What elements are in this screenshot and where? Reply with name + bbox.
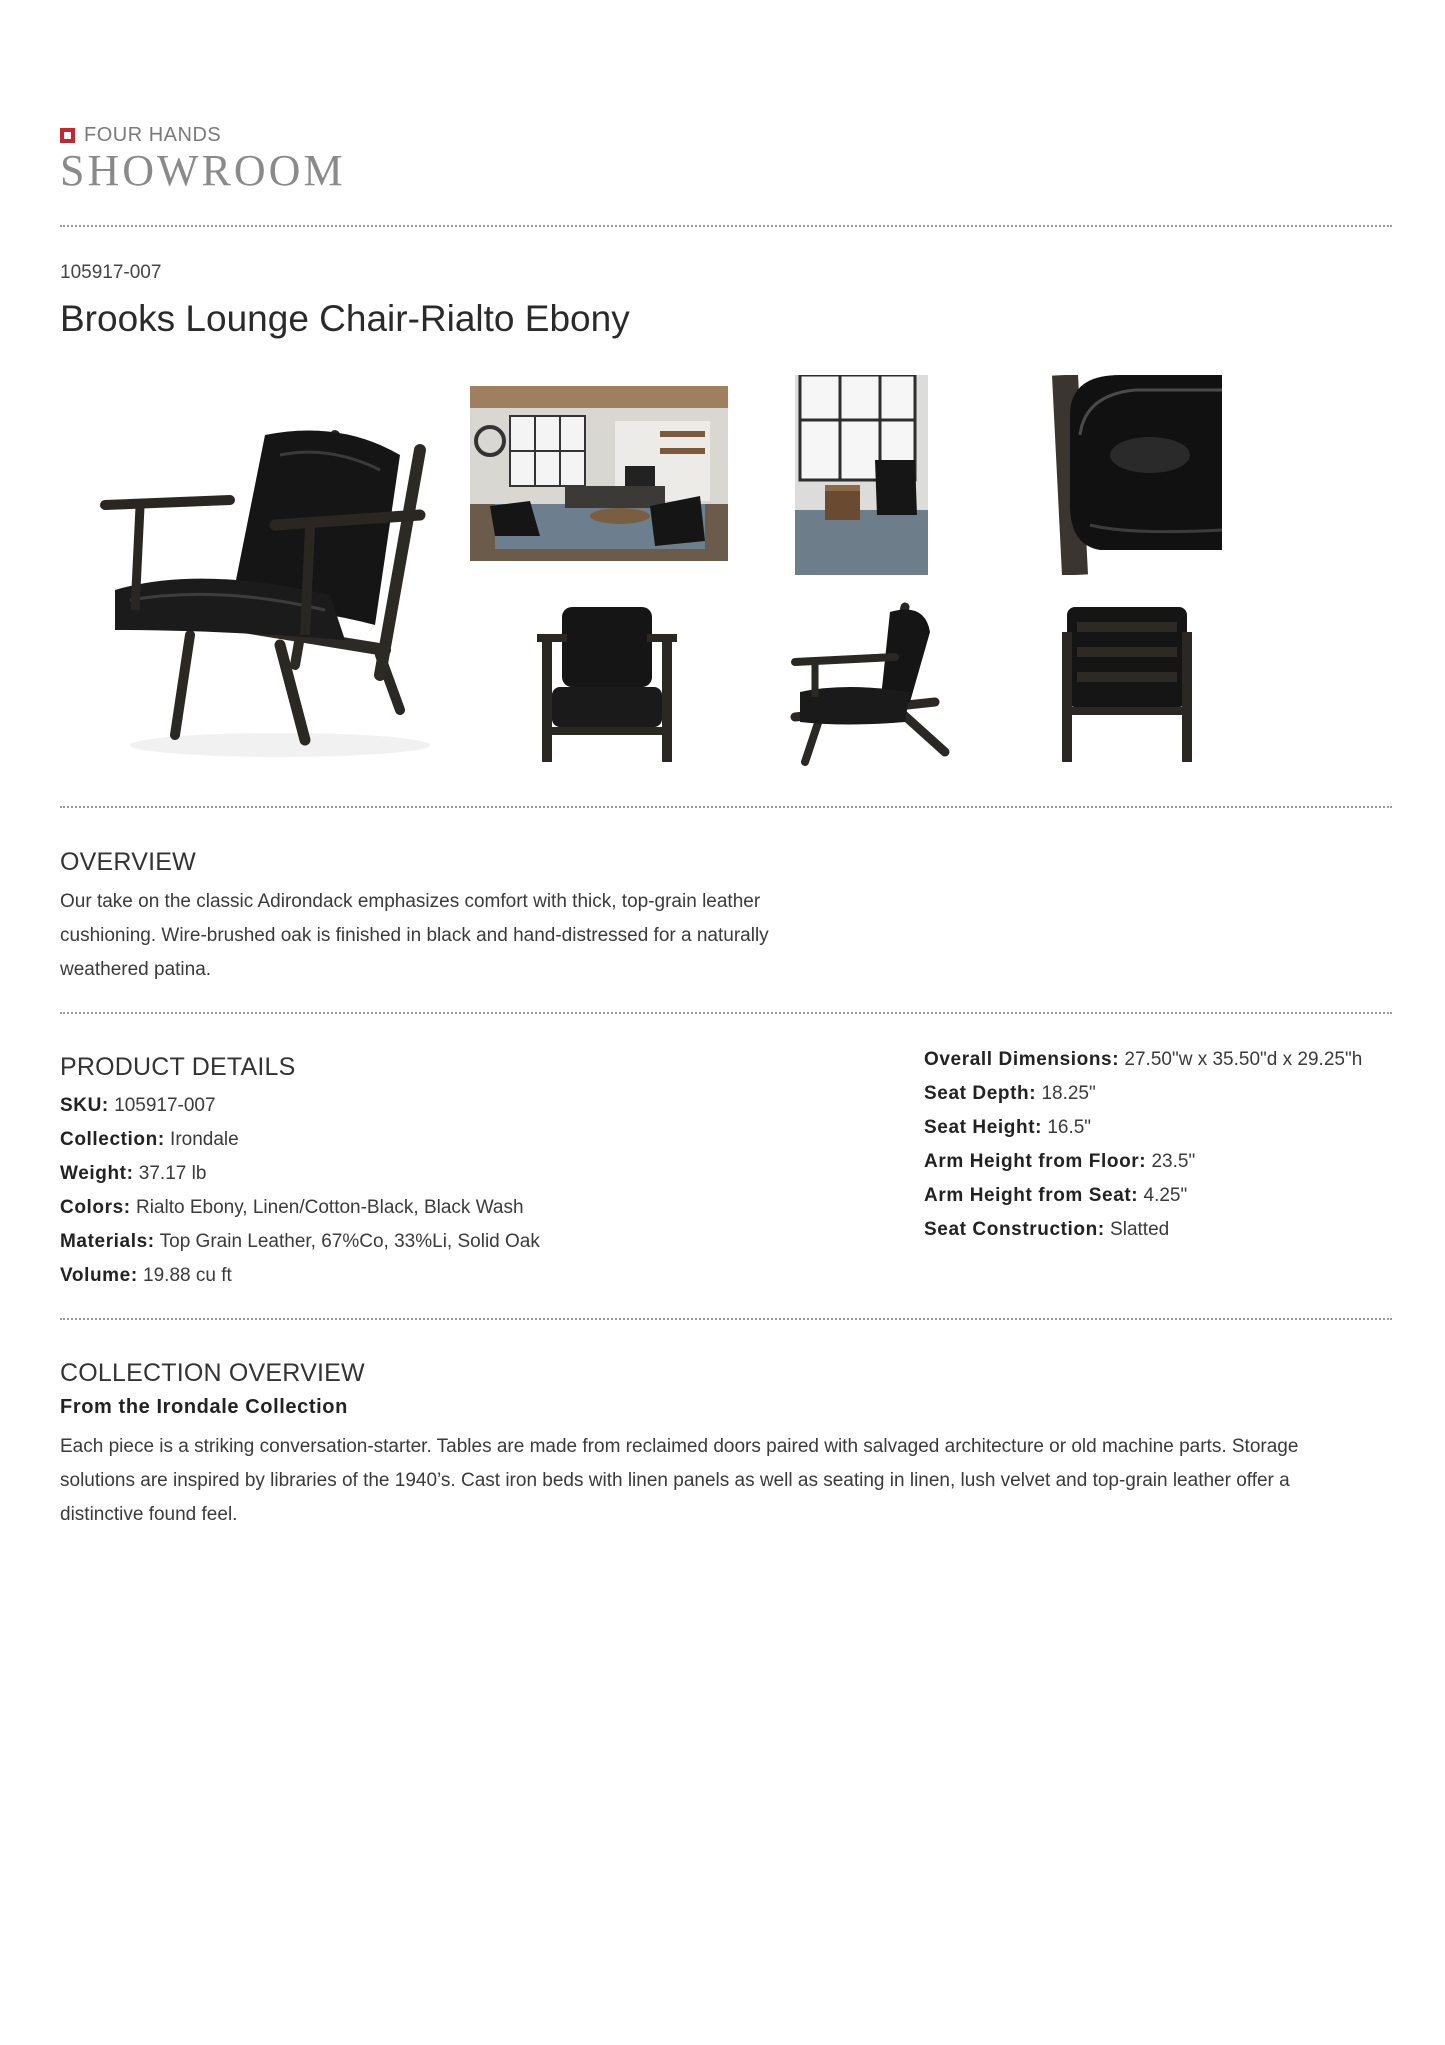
detail-overall-dimensions: Overall Dimensions: 27.50"w x 35.50"d x 29.25"h (924, 1049, 1363, 1070)
divider (60, 1012, 1392, 1014)
lounge-chair-side-icon (785, 592, 965, 772)
details-left-list (60, 1089, 540, 1293)
room-scene-icon (470, 386, 728, 561)
detail-weight: Weight: 37.17 lb (60, 1163, 207, 1184)
product-sku: 105917-007 (60, 262, 162, 283)
overview-line: Our take on the classic Adirondack emphasizes comfort with thick, top-grain leather (60, 891, 761, 912)
detail-arm-height-seat: Arm Height from Seat: 4.25" (924, 1185, 1188, 1206)
window-room-photo (795, 375, 928, 575)
detail-colors: Colors: Rialto Ebony, Linen/Cotton-Black, Black Wash (60, 1197, 524, 1218)
detail-arm-height-floor: Arm Height from Floor: 23.5" (924, 1151, 1196, 1172)
detail-volume: Volume: 19.88 cu ft (60, 1265, 232, 1286)
main-chair-photo (80, 395, 460, 775)
lounge-chair-angle-icon (80, 395, 460, 775)
divider (60, 806, 1392, 808)
lounge-chair-front-icon (522, 592, 702, 772)
details-right-list (924, 1043, 1362, 1247)
divider (60, 1318, 1392, 1320)
lounge-chair-back-icon (1042, 592, 1222, 772)
cushion-detail-icon (1040, 375, 1222, 575)
collection-overview-heading: COLLECTION OVERVIEW (60, 1359, 365, 1387)
detail-seat-height: Seat Height: 16.5" (924, 1117, 1092, 1138)
side-view-photo (785, 592, 965, 772)
back-view-photo (1042, 592, 1222, 772)
brand-square-icon (60, 128, 75, 143)
brand-subtitle: SHOWROOM (60, 146, 346, 195)
room-scene-icon (795, 375, 928, 575)
detail-collection: Collection: Irondale (60, 1129, 239, 1150)
detail-seat-depth: Seat Depth: 18.25" (924, 1083, 1096, 1104)
product-details-heading: PRODUCT DETAILS (60, 1053, 296, 1081)
overview-line: cushioning. Wire-brushed oak is finished in black and hand-distressed for a naturally (60, 925, 769, 946)
brand-name: FOUR HANDS (84, 124, 222, 146)
collection-text (60, 1430, 1298, 1532)
living-room-photo (470, 386, 728, 561)
overview-heading: OVERVIEW (60, 848, 196, 876)
front-view-photo (522, 592, 702, 772)
collection-line: solutions are inspired by libraries of the 1940’s. Cast iron beds with linen panels as well as seating in linen, lush velvet and top-grain leather offer a (60, 1470, 1290, 1491)
brand-logo (60, 124, 346, 193)
detail-sku: SKU: 105917-007 (60, 1095, 216, 1116)
product-title: Brooks Lounge Chair-Rialto Ebony (60, 298, 630, 339)
overview-line: weathered patina. (60, 959, 212, 980)
overview-text (60, 885, 769, 987)
collection-subheading: From the Irondale Collection (60, 1396, 348, 1418)
detail-seat-construction: Seat Construction: Slatted (924, 1219, 1170, 1240)
detail-materials: Materials: Top Grain Leather, 67%Co, 33%Li, Solid Oak (60, 1231, 540, 1252)
collection-line: distinctive found feel. (60, 1504, 238, 1525)
collection-line: Each piece is a striking conversation-starter. Tables are made from reclaimed doors paired with salvaged architecture or old machine parts. Storage (60, 1436, 1299, 1457)
divider (60, 225, 1392, 227)
cushion-closeup-photo (1040, 375, 1222, 575)
